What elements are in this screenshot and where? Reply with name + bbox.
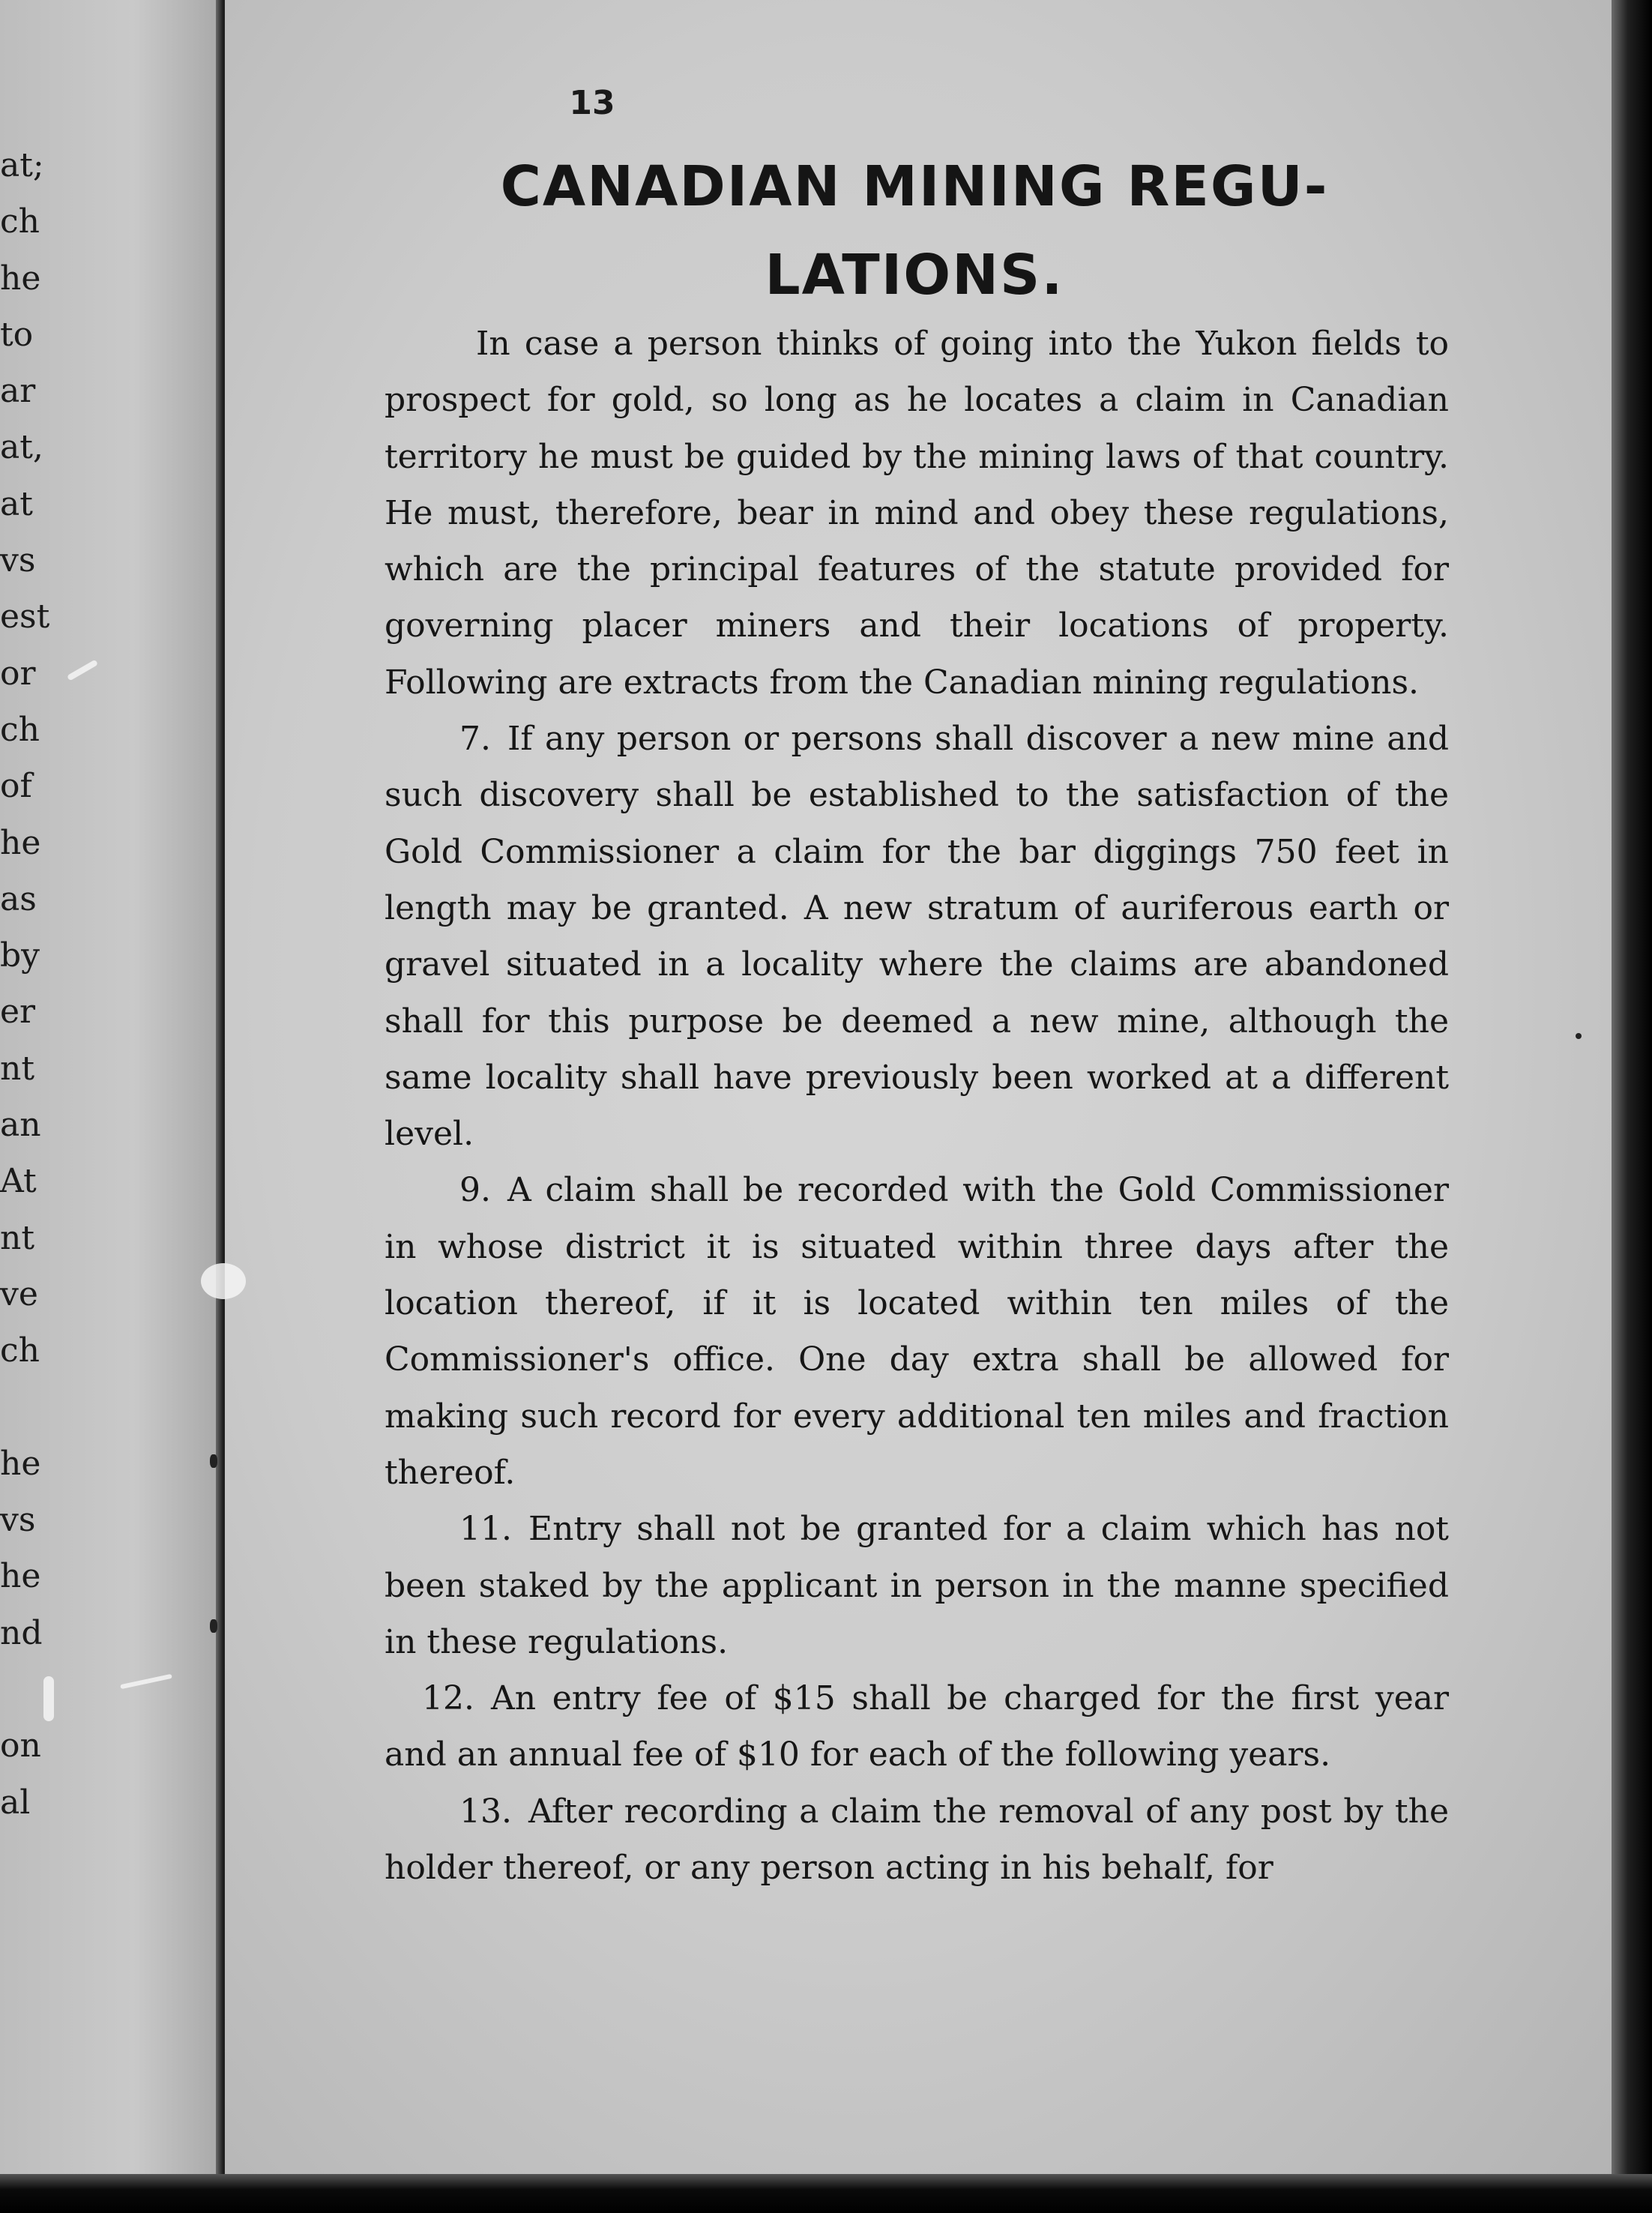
paragraph xyxy=(385,1670,1449,1783)
paragraph-text: A claim shall be recorded with the Gold Commissioner in whose district it is situated within three days after the location thereof, if it is located within ten miles of the Commissioner's office. One day extra shall be allowed for making such record for every additional ten miles and fraction thereof. xyxy=(385,1171,1449,1492)
paragraph-number: 12. xyxy=(422,1679,474,1718)
left-fragment-line: ch xyxy=(0,1331,40,1370)
left-fragment-line: he xyxy=(0,1444,41,1483)
left-fragment-line: or xyxy=(0,654,36,693)
scan-speck xyxy=(201,1263,246,1299)
left-fragment-line xyxy=(0,1379,217,1436)
left-fragment-line: he xyxy=(0,259,41,298)
left-page-edge xyxy=(0,0,223,2178)
paragraph-text: An entry fee of $15 shall be charged for the first year and an annual fee of $10 for each of the following years. xyxy=(385,1679,1449,1774)
right-page-edge xyxy=(1612,0,1652,2213)
left-fragment-line: as xyxy=(0,879,37,918)
left-fragment-line: vs xyxy=(0,1501,36,1540)
paragraph-text: Entry shall not be granted for a claim which has not been staked by the applicant in person in the manne specified in these regulations. xyxy=(385,1510,1449,1661)
left-fragment-line: at xyxy=(0,484,33,523)
left-fragment-line: at, xyxy=(0,428,43,467)
left-fragment-line: nt xyxy=(0,1218,35,1257)
page-number: 13 xyxy=(569,84,615,122)
left-fragment-line: of xyxy=(0,767,32,806)
bottom-page-edge xyxy=(0,2174,1652,2213)
paragraph-text: After recording a claim the removal of any post by the holder thereof, or any person acting in his behalf, for xyxy=(385,1792,1449,1888)
left-page-text-fragments xyxy=(0,137,217,1831)
scan-mark xyxy=(210,1454,217,1468)
paragraph-number: 13. xyxy=(459,1792,512,1831)
left-fragment-line: ar xyxy=(0,372,36,411)
paragraph xyxy=(385,711,1449,1162)
paragraph xyxy=(385,1162,1449,1501)
left-fragment-line: vs xyxy=(0,541,36,580)
paragraph-number: 11. xyxy=(459,1510,512,1549)
paragraph xyxy=(385,316,1449,711)
paragraph-text: If any person or persons shall discover a new mine and such discovery shall be established to the satisfaction of the Gold Commissioner a claim for the bar diggings 750 feet in length may be granted. A new stratum of auriferous earth or gravel situated in a locality where the claims are abandoned shall for this purpose be deemed a new mine, although the same locality shall have previously been worked at a different level. xyxy=(385,720,1449,1154)
left-fragment-line: to xyxy=(0,315,34,354)
scan-mark xyxy=(1576,1033,1582,1039)
left-fragment-line: est xyxy=(0,597,50,636)
scan-speck xyxy=(43,1676,54,1721)
left-fragment-line: he xyxy=(0,1557,41,1596)
paragraph-number: 7. xyxy=(459,720,491,759)
left-fragment-line: ve xyxy=(0,1274,38,1313)
left-fragment-line: an xyxy=(0,1106,41,1145)
body-text xyxy=(385,316,1449,1896)
left-fragment-line: ch xyxy=(0,202,40,241)
left-fragment-line: on xyxy=(0,1726,41,1765)
left-fragment-line: ch xyxy=(0,710,40,749)
left-fragment-line xyxy=(0,1661,217,1717)
paragraph-number: 9. xyxy=(459,1171,491,1210)
scan-mark xyxy=(210,1619,217,1633)
left-fragment-line: by xyxy=(0,936,40,975)
left-fragment-line: al xyxy=(0,1783,31,1822)
left-fragment-line: er xyxy=(0,993,36,1032)
paragraph-text: In case a person thinks of going into the Yukon fields to prospect for gold, so long as he locates a claim in Canadian territory he must be guided by the mining laws of that country. He must, therefore, bear in mind and obey these regulations, which are the principal features of the statute provided for governing placer miners and their locations of property. Following are extracts from the Canadian mining regulations. xyxy=(385,325,1449,702)
page-title: CANADIAN MINING REGU- LATIONS. xyxy=(500,154,1329,307)
paragraph xyxy=(385,1783,1449,1897)
left-fragment-line: nd xyxy=(0,1613,43,1652)
left-fragment-line: he xyxy=(0,823,41,862)
left-fragment-line: At xyxy=(0,1162,37,1201)
left-fragment-line: nt xyxy=(0,1049,35,1088)
left-fragment-line: at; xyxy=(0,146,44,184)
paragraph xyxy=(385,1501,1449,1670)
